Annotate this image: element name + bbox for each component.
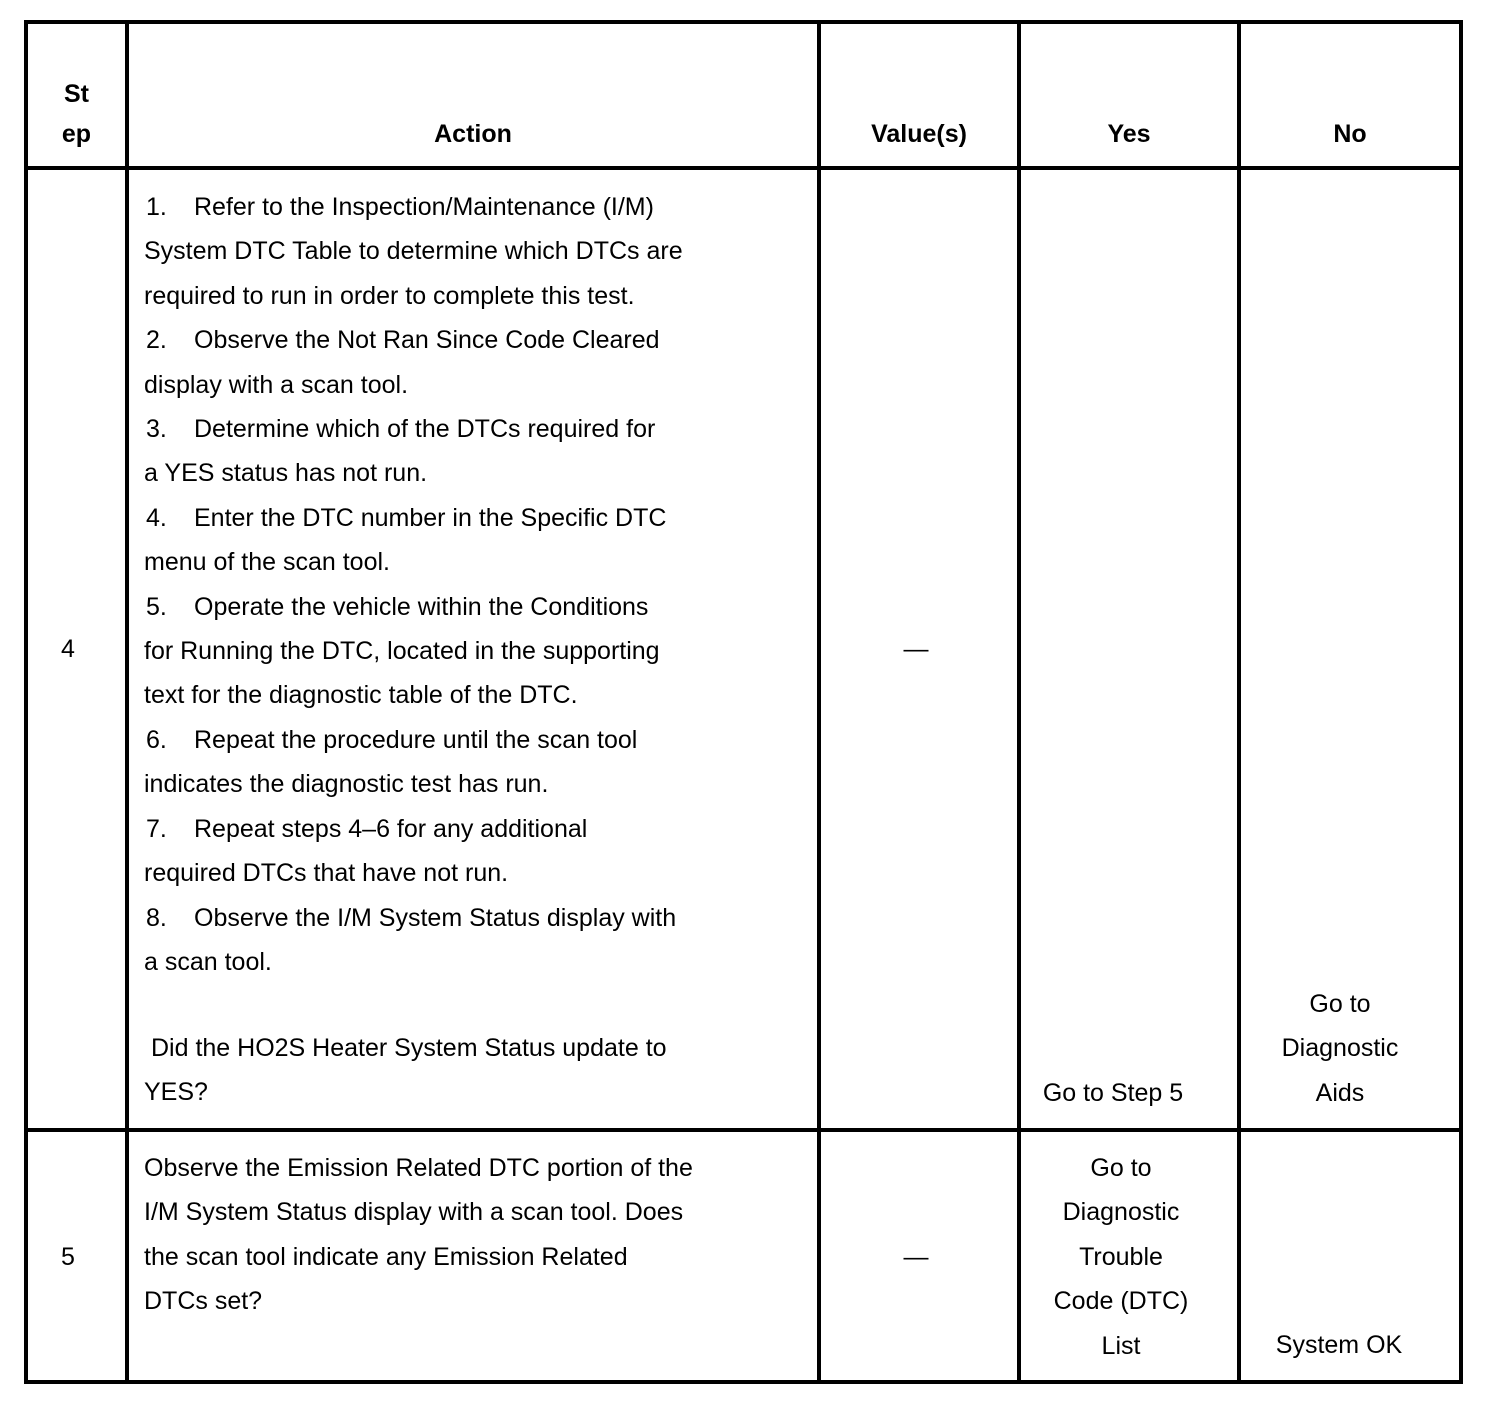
action-item-7 (144, 807, 683, 896)
header-yes: Yes (1107, 120, 1151, 148)
step-4-no (1241, 982, 1439, 1115)
item-text: required DTCs that have not run. (144, 859, 509, 888)
header-values: Value(s) (871, 120, 967, 148)
item-number: 3. (146, 415, 167, 444)
action-item-2 (144, 318, 683, 407)
item-text: menu of the scan tool. (144, 548, 390, 577)
step-5-no: System OK (1275, 1331, 1403, 1359)
yes-line: Trouble (1079, 1242, 1163, 1271)
no-line: Go to (1309, 990, 1371, 1018)
yes-line: Code (DTC) (1053, 1287, 1189, 1316)
yes-line: List (1101, 1331, 1141, 1360)
item-text: indicates the diagnostic test has run. (144, 770, 549, 799)
question-line2: YES? (144, 1078, 208, 1107)
row-divider (24, 1128, 1463, 1132)
item-number: 4. (146, 503, 167, 532)
yes-line: Go to (1090, 1154, 1152, 1182)
action-line: DTCs set? (144, 1287, 263, 1316)
step-4-action (144, 185, 683, 984)
column-divider-step (125, 20, 129, 1384)
table-border-left (24, 20, 28, 1384)
item-number: 1. (146, 193, 167, 221)
item-text: Observe the I/M System Status display with (194, 903, 677, 932)
question-line1: Did the HO2S Heater System Status update to (151, 1034, 667, 1062)
action-item-3 (144, 407, 683, 496)
item-text: Enter the DTC number in the Specific DTC (194, 503, 667, 532)
table-border-top (24, 20, 1463, 24)
table-border-bottom (24, 1380, 1463, 1384)
header-step (28, 74, 125, 154)
step-5-value: — (903, 1243, 929, 1271)
item-text: a scan tool. (144, 947, 272, 976)
step-5-yes (1021, 1146, 1221, 1368)
header-step-line1: St (64, 80, 89, 108)
item-text: System DTC Table to determine which DTCs are (144, 237, 683, 266)
item-text: Operate the vehicle within the Conditions (194, 592, 649, 621)
action-item-4 (144, 496, 683, 585)
no-line: Diagnostic (1281, 1034, 1399, 1063)
item-number: 2. (146, 326, 167, 355)
header-step-line2: ep (61, 120, 92, 148)
step-number-4: 4 (61, 635, 75, 663)
action-line: Observe the Emission Related DTC portion of the (144, 1154, 693, 1182)
table-border-right (1459, 20, 1463, 1384)
action-line: I/M System Status display with a scan tool. Does (144, 1198, 684, 1227)
header-action: Action (434, 120, 512, 148)
action-item-1 (144, 185, 683, 318)
item-text: Refer to the Inspection/Maintenance (I/M) (194, 193, 654, 221)
action-item-8 (144, 896, 683, 985)
yes-line: Diagnostic (1062, 1198, 1180, 1227)
header-bottom-rule (24, 166, 1463, 170)
item-text: Repeat steps 4–6 for any additional (194, 814, 588, 843)
item-text: display with a scan tool. (144, 370, 409, 399)
item-text: required to run in order to complete this test. (144, 281, 635, 310)
item-text: Repeat the procedure until the scan tool (194, 725, 638, 754)
item-number: 7. (146, 814, 167, 843)
step-5-action (144, 1146, 693, 1324)
item-text: text for the diagnostic table of the DTC. (144, 681, 578, 710)
item-number: 6. (146, 725, 167, 754)
step-4-question (144, 1026, 667, 1115)
item-text: Determine which of the DTCs required for (194, 415, 656, 444)
header-no: No (1333, 120, 1367, 148)
action-line: the scan tool indicate any Emission Related (144, 1242, 628, 1271)
step-4-yes: Go to Step 5 (1042, 1079, 1184, 1107)
step-number-5: 5 (61, 1243, 75, 1271)
item-number: 5. (146, 592, 167, 621)
action-item-6 (144, 718, 683, 807)
item-number: 8. (146, 903, 167, 932)
no-line: Aids (1315, 1078, 1365, 1107)
action-item-5 (144, 585, 683, 718)
column-divider-action (817, 20, 821, 1384)
item-text: for Running the DTC, located in the supporting (144, 637, 660, 666)
column-divider-yes (1237, 20, 1241, 1384)
item-text: a YES status has not run. (144, 459, 428, 488)
item-text: Observe the Not Ran Since Code Cleared (194, 326, 660, 355)
step-4-value: — (903, 635, 929, 663)
